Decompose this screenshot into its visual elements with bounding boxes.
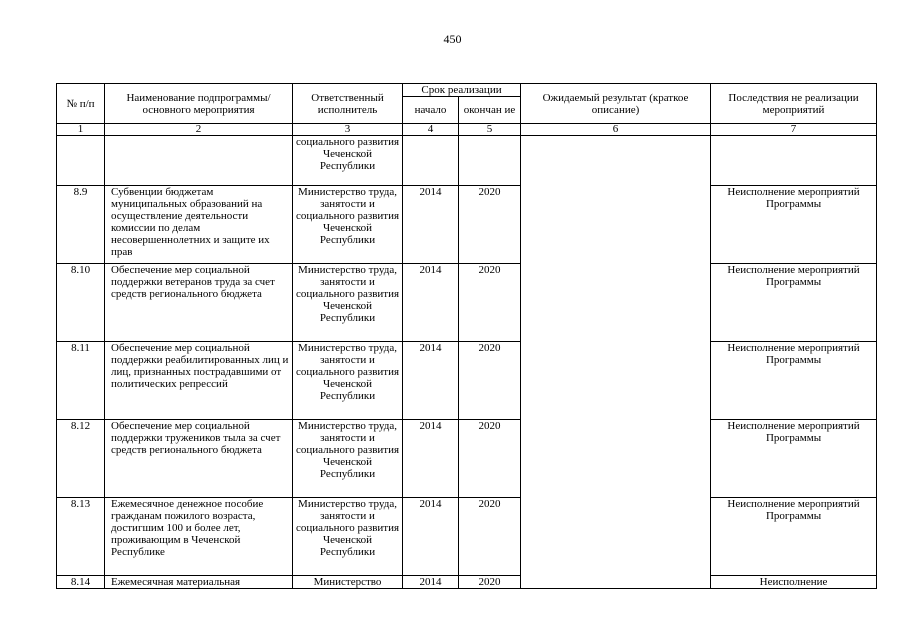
cell-start: 2014 [403, 342, 459, 420]
table-row [57, 264, 877, 342]
cell-num: 8.14 [57, 576, 105, 589]
cell-end: 2020 [459, 498, 521, 576]
col-number: 2 [105, 124, 293, 136]
header-num: № п/п [57, 84, 105, 124]
cell-num: 8.11 [57, 342, 105, 420]
cell-executor: Министерство труда, занятости и социального развития Чеченской Республики [293, 498, 403, 576]
col-number: 4 [403, 124, 459, 136]
table-row [57, 186, 877, 264]
cell-executor: социального развития Чеченской Республики [293, 136, 403, 186]
cell-num: 8.13 [57, 498, 105, 576]
header-result: Ожидаемый результат (краткое описание) [521, 84, 711, 124]
cell-num: 8.12 [57, 420, 105, 498]
cell-name: Субвенции бюджетам муниципальных образований на осуществление деятельности комиссии по делам несовершеннолетних и защите их прав [105, 186, 293, 264]
table-row [57, 498, 877, 576]
header-consequences: Последствия не реализации мероприятий [711, 84, 877, 124]
col-number: 1 [57, 124, 105, 136]
continuation-row [57, 136, 877, 186]
header-row-1 [57, 84, 877, 97]
cell-num: 8.9 [57, 186, 105, 264]
header-end: окончан ие [459, 97, 521, 124]
cell-executor: Министерство труда, занятости и социального развития Чеченской Республики [293, 342, 403, 420]
cell-start: 2014 [403, 576, 459, 589]
cell-end: 2020 [459, 342, 521, 420]
column-number-row [57, 124, 877, 136]
header-start: начало [403, 97, 459, 124]
cell-consequence: Неисполнение мероприятий Программы [711, 186, 877, 264]
cell-name: Обеспечение мер социальной поддержки тружеников тыла за счет средств регионального бюджета [105, 420, 293, 498]
cell-num: 8.10 [57, 264, 105, 342]
cell-name: Обеспечение мер социальной поддержки реабилитированных лиц и лиц, признанных пострадавшими от политических репрессий [105, 342, 293, 420]
cell-end: 2020 [459, 264, 521, 342]
table-row [57, 576, 877, 589]
cell-start [403, 136, 459, 186]
cell-end: 2020 [459, 420, 521, 498]
cell-start: 2014 [403, 420, 459, 498]
cell-consequence [711, 136, 877, 186]
cell-end: 2020 [459, 186, 521, 264]
header-period: Срок реализации [403, 84, 521, 97]
table-row [57, 420, 877, 498]
cell-start: 2014 [403, 264, 459, 342]
cell-name: Ежемесячное денежное пособие гражданам пожилого возраста, достигшим 100 и более лет, проживающим в Чеченской Республике [105, 498, 293, 576]
header-executor: Ответственный исполнитель [293, 84, 403, 124]
cell-consequence: Неисполнение мероприятий Программы [711, 342, 877, 420]
cell-executor: Министерство труда, занятости и социального развития Чеченской Республики [293, 264, 403, 342]
header-name: Наименование подпрограммы/ основного мероприятия [105, 84, 293, 124]
cell-end: 2020 [459, 576, 521, 589]
cell-consequence: Неисполнение мероприятий Программы [711, 264, 877, 342]
col-number: 3 [293, 124, 403, 136]
page-number: 450 [443, 32, 462, 46]
cell-consequence: Неисполнение [711, 576, 877, 589]
cell-end [459, 136, 521, 186]
cell-result [521, 136, 711, 589]
cell-name: Ежемесячная материальная [105, 576, 293, 589]
program-table [56, 83, 877, 589]
cell-num [57, 136, 105, 186]
col-number: 5 [459, 124, 521, 136]
cell-consequence: Неисполнение мероприятий Программы [711, 498, 877, 576]
cell-start: 2014 [403, 186, 459, 264]
cell-name [105, 136, 293, 186]
table-row [57, 342, 877, 420]
cell-executor: Министерство труда, занятости и социального развития Чеченской Республики [293, 186, 403, 264]
col-number: 6 [521, 124, 711, 136]
cell-executor: Министерство труда, занятости и социального развития Чеченской Республики [293, 420, 403, 498]
cell-executor: Министерство [293, 576, 403, 589]
cell-start: 2014 [403, 498, 459, 576]
cell-name: Обеспечение мер социальной поддержки ветеранов труда за счет средств регионального бюджета [105, 264, 293, 342]
cell-consequence: Неисполнение мероприятий Программы [711, 420, 877, 498]
col-number: 7 [711, 124, 877, 136]
